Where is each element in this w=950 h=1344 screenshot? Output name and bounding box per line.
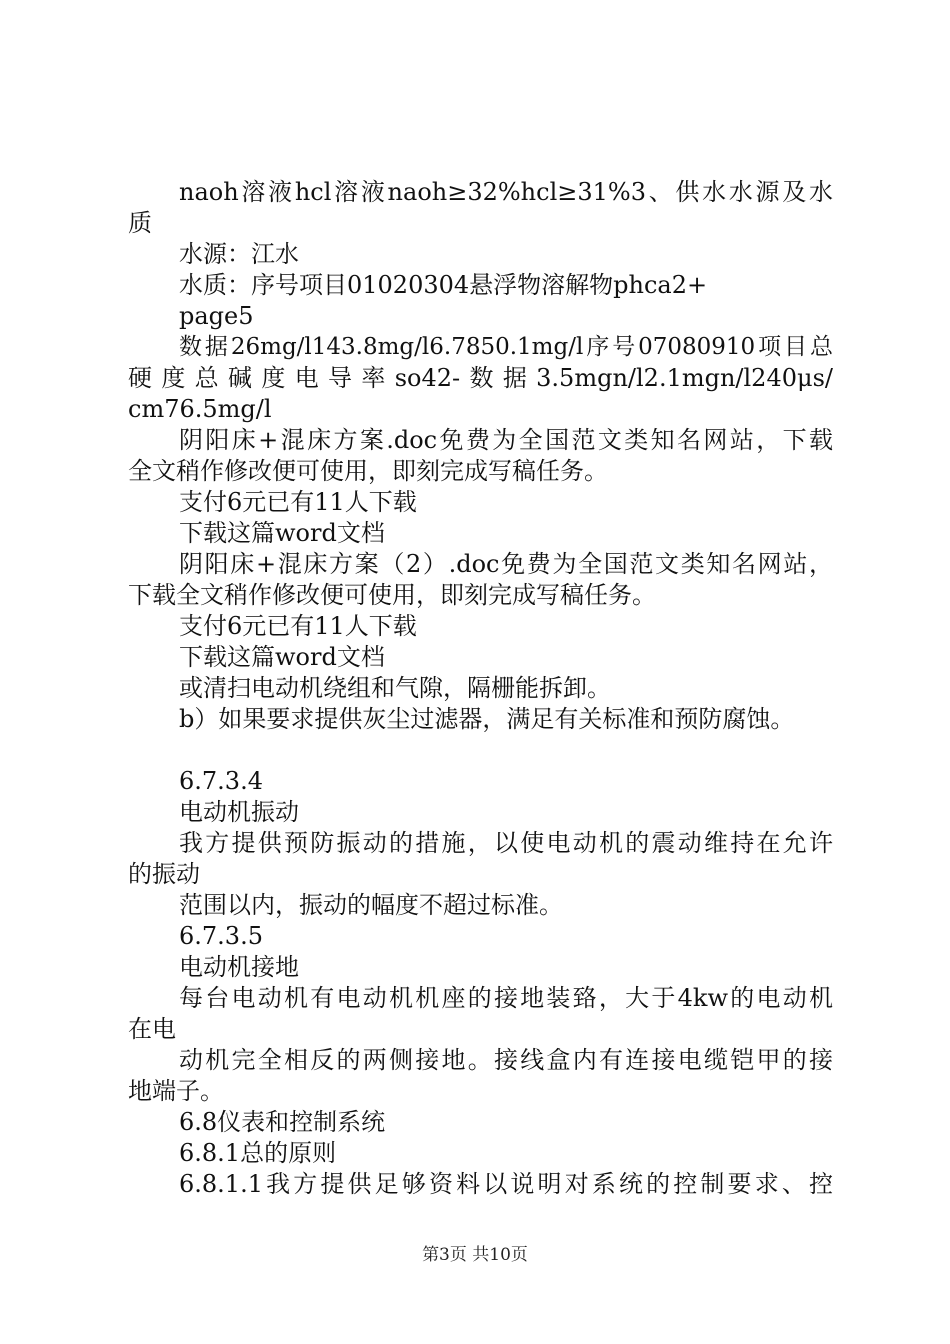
text-line: page5: [179, 302, 254, 330]
section-number: 6.7.3.4: [179, 767, 263, 795]
text-line: 的振动: [128, 860, 200, 888]
text-line: 支付6元已有11人下载: [179, 488, 417, 516]
text-line: naoh溶液hcl溶液naoh≥32%hcl≥31%3、供水水源及水: [179, 178, 833, 206]
text-line: 水质：序号项目01020304悬浮物溶解物phca2+: [179, 271, 708, 299]
text-line: 下载这篇word文档: [179, 643, 385, 671]
text-line: 下载这篇word文档: [179, 519, 385, 547]
text-line: 全文稍作修改便可使用，即刻完成写稿任务。: [128, 457, 608, 485]
text-line: 每台电动机有电动机机座的接地装臵，大于4kw的电动机: [179, 984, 833, 1012]
text-line: 下载全文稍作修改便可使用，即刻完成写稿任务。: [128, 581, 656, 609]
text-line: 范围以内，振动的幅度不超过标准。: [179, 891, 563, 919]
text-line: cm76.5mg/l: [128, 395, 272, 423]
section-heading: 电动机接地: [179, 953, 299, 981]
text-line: 硬度总碱度电导率so42-数据3.5mgn/l2.1mgn/l240μs/: [128, 364, 833, 392]
text-line: 地端子。: [128, 1077, 224, 1105]
text-line: 支付6元已有11人下载: [179, 612, 417, 640]
section-heading: 电动机振动: [179, 798, 299, 826]
document-body: [128, 177, 833, 1200]
page-number-footer: 第3页 共10页: [422, 1245, 528, 1265]
section-number: 6.7.3.5: [179, 922, 263, 950]
text-line: 水源：江水: [179, 240, 299, 268]
text-line: 6.8.1.1我方提供足够资料以说明对系统的控制要求、控: [179, 1170, 833, 1198]
text-line: 阴阳床+混床方案.doc免费为全国范文类知名网站，下载: [179, 426, 833, 454]
text-line: b）如果要求提供灰尘过滤器，满足有关标准和预防腐蚀。: [179, 705, 795, 733]
text-line: 我方提供预防振动的措施，以使电动机的震动维持在允许: [179, 829, 833, 857]
text-line: 动机完全相反的两侧接地。接线盒内有连接电缆铠甲的接: [179, 1046, 833, 1074]
blank-line: [128, 735, 833, 766]
text-line: 数据26mg/l143.8mg/l6.7850.1mg/l序号07080910项目总: [179, 334, 833, 360]
text-line: 在电: [128, 1015, 176, 1043]
text-line: 或清扫电动机绕组和气隙，隔栅能拆卸。: [179, 674, 611, 702]
text-line: 质: [128, 209, 152, 237]
text-line: 阴阳床+混床方案（2）.doc免费为全国范文类知名网站，: [179, 550, 833, 578]
section-heading: 6.8仪表和控制系统: [179, 1108, 386, 1136]
section-heading: 6.8.1总的原则: [179, 1139, 337, 1167]
